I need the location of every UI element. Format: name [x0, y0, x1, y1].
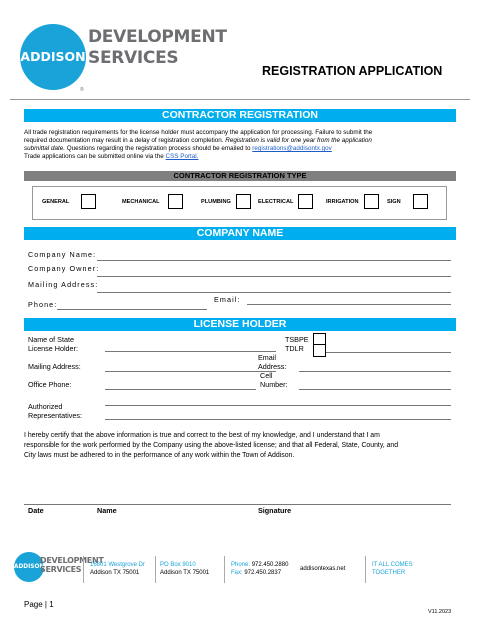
footer-addison-logo: ADDISON — [14, 552, 44, 582]
type-label-irrigation: IRRIGATION — [326, 199, 359, 205]
company-name-label: Company Name: — [28, 250, 97, 259]
css-portal-link[interactable]: CSS Portal. — [165, 153, 199, 160]
date-label: Date — [28, 506, 44, 515]
footer-pobox-line-1: PO Box 9010 — [160, 562, 196, 568]
cell-number-label-1: Cell — [260, 371, 273, 380]
checkbox-sign[interactable] — [413, 194, 428, 209]
company-email-field[interactable] — [247, 304, 451, 305]
cell-number-label-2: Number: — [260, 380, 288, 389]
company-name-field[interactable] — [97, 260, 451, 261]
license-email-field[interactable] — [299, 371, 451, 372]
signature-label: Signature — [258, 506, 292, 515]
company-owner-field[interactable] — [97, 276, 451, 277]
header-divider — [10, 99, 470, 100]
checkbox-irrigation[interactable] — [364, 194, 379, 209]
type-label-mechanical: MECHANICAL — [122, 199, 160, 205]
footer-fax-label: Fax: — [231, 570, 243, 576]
footer-fax-value: 972.450.2837 — [244, 570, 282, 576]
license-email-label-1: Email — [258, 353, 276, 362]
addison-logo: ADDISON — [20, 24, 86, 90]
tsbpe-label: TSBPE — [285, 335, 309, 344]
type-label-general: GENERAL — [42, 199, 70, 205]
cell-number-field[interactable] — [299, 389, 451, 390]
checkbox-electrical[interactable] — [298, 194, 313, 209]
page-title: REGISTRATION APPLICATION — [262, 64, 443, 78]
license-number-field[interactable] — [326, 352, 451, 353]
checkbox-general[interactable] — [81, 194, 96, 209]
company-owner-label: Company Owner: — [28, 264, 100, 273]
footer-fax — [231, 570, 281, 578]
company-email-label: Email: — [214, 295, 241, 304]
state-license-holder-field[interactable] — [105, 351, 276, 352]
certification-line-3: City laws must be adhered to in the performance of any work within the Town of Addison. — [24, 452, 295, 459]
logo-services-text: SERVICES — [88, 48, 179, 68]
intro-line-4-text: Trade applications can be submitted online via the — [24, 153, 166, 160]
name-label: Name — [97, 506, 117, 515]
registered-mark: ® — [80, 87, 84, 93]
signature-line[interactable] — [24, 504, 451, 505]
intro-line-4 — [24, 153, 198, 161]
certification-line-2: responsible for the work performed by the Company using the above-listed license; and that all Federal, State, County, and — [24, 442, 399, 449]
footer-phone-label: Phone: — [231, 562, 251, 568]
footer-pobox-line-2: Addison TX 75001 — [160, 570, 210, 576]
company-mailing-label: Mailing Address: — [28, 280, 99, 289]
footer-divider-2 — [155, 556, 156, 583]
type-label-sign: SIGN — [387, 199, 401, 205]
intro-line-2 — [24, 137, 372, 145]
license-mailing-label: Mailing Address: — [28, 362, 81, 371]
company-phone-field[interactable] — [57, 309, 207, 310]
intro-line-3-text: Questions regarding the registration process should be emailed to — [64, 145, 253, 152]
footer-phone — [231, 562, 288, 570]
company-name-heading: COMPANY NAME — [24, 227, 456, 240]
type-label-electrical: ELECTRICAL — [258, 199, 294, 205]
logo-development-text: DEVELOPMENT — [88, 27, 227, 47]
license-email-label-2: Address: — [258, 362, 287, 371]
footer-logo-services-text: SERVICES — [40, 565, 82, 574]
authorized-reps-label-2: Representatives: — [28, 411, 82, 420]
intro-line-2-text: required documentation may result in a delay of registration completion. — [24, 137, 226, 144]
footer-phone-value: 972.450.2880 — [251, 562, 289, 568]
intro-line-3 — [24, 145, 332, 153]
registration-type-heading: CONTRACTOR REGISTRATION TYPE — [24, 171, 456, 181]
footer-address-line-1: 16801 Westgrove Dr — [90, 562, 145, 568]
footer-address-line-2: Addison TX 75001 — [90, 570, 140, 576]
footer-tagline-1: IT ALL COMES — [372, 562, 413, 568]
authorized-reps-field-1[interactable] — [105, 405, 451, 406]
registrations-email-link[interactable]: registrations@addisontx.gov — [252, 145, 332, 152]
intro-line-2-italic: Registration is valid for one year from the application — [225, 137, 372, 144]
contractor-registration-heading: CONTRACTOR REGISTRATION — [24, 109, 456, 122]
license-holder-heading: LICENSE HOLDER — [24, 318, 456, 331]
tdlr-checkbox[interactable] — [313, 344, 326, 357]
tdlr-label: TDLR — [285, 344, 304, 353]
footer-website[interactable]: addisontexas.net — [300, 566, 346, 572]
footer-divider-3 — [224, 556, 225, 583]
intro-line-1: All trade registration requirements for the license holder must accompany the application for processing. Failure to submit the — [24, 129, 373, 136]
office-phone-label: Office Phone: — [28, 380, 72, 389]
page-number: Page | 1 — [24, 600, 54, 609]
checkbox-plumbing[interactable] — [236, 194, 251, 209]
company-mailing-field[interactable] — [97, 292, 451, 293]
authorized-reps-field-2[interactable] — [105, 419, 451, 420]
authorized-reps-label-1: Authorized — [28, 402, 63, 411]
type-label-plumbing: PLUMBING — [201, 199, 231, 205]
footer-tagline-2: TOGETHER — [372, 570, 406, 576]
office-phone-field[interactable] — [105, 389, 256, 390]
footer-divider-1 — [83, 556, 84, 583]
state-license-holder-label-2: License Holder: — [28, 344, 78, 353]
intro-line-3-italic: submittal date. — [24, 145, 65, 152]
company-phone-label: Phone: — [28, 300, 58, 309]
license-mailing-field[interactable] — [105, 371, 276, 372]
checkbox-mechanical[interactable] — [168, 194, 183, 209]
state-license-holder-label-1: Name of State — [28, 335, 74, 344]
version-label: V11.2023 — [428, 609, 452, 615]
certification-line-1: I hereby certify that the above information is true and correct to the best of my knowledge, and I understand that I am — [24, 432, 380, 439]
footer-divider-4 — [365, 556, 366, 583]
footer-logo-development-text: DEVELOPMENT — [40, 556, 104, 565]
